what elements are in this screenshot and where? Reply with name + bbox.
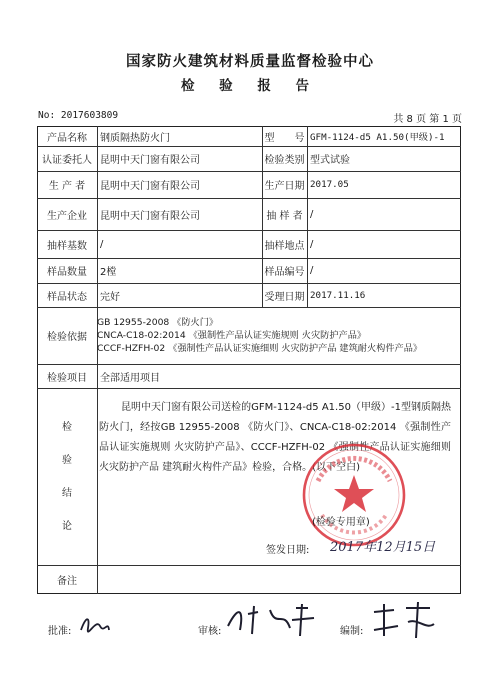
- manufacturer-value: 昆明中天门窗有限公司: [100, 210, 200, 222]
- prod-date-label: 生产日期: [264, 181, 305, 192]
- sample-base-label: 抽样基数: [47, 240, 87, 252]
- inspection-seal-stamp: [300, 441, 408, 549]
- basis-label: 检验依据: [47, 332, 87, 343]
- conclusion-label-char: 论: [62, 521, 72, 532]
- items-label: 检验项目: [47, 372, 87, 384]
- remarks-value: [97, 565, 460, 594]
- conclusion-label-char: 结: [62, 488, 72, 499]
- prepare-label: 编制:: [340, 626, 364, 637]
- accept-date-value: 2017.11.16: [310, 289, 366, 301]
- manufacturer-label: 生产企业: [47, 210, 87, 222]
- sample-state-label: 样品状态: [47, 291, 87, 303]
- sample-base-value: /: [100, 238, 104, 250]
- conclusion-label-char: 验: [62, 455, 72, 466]
- sample-state-value: 完好: [100, 291, 120, 303]
- conclusion-label-char: 检: [62, 422, 72, 433]
- accept-date-label: 受理日期: [264, 291, 305, 303]
- basis-line: CNCA-C18-02:2014 《强制性产品认证实施规则 火灾防护产品》: [97, 330, 367, 341]
- sample-no-label: 样品编号: [264, 267, 305, 278]
- stamp-label: (检验专用章): [312, 517, 370, 528]
- review-label: 审核:: [198, 626, 222, 637]
- reviewer-signature: [224, 600, 334, 644]
- basis-line: CCCF-HZFH-02 《强制性产品认证实施细则 火灾防护产品 建筑耐火构件产品》: [97, 343, 423, 354]
- row-divider: [37, 388, 461, 389]
- model-label: 型 号: [264, 132, 305, 144]
- basis-list: [97, 316, 422, 355]
- sample-qty-value: 2樘: [100, 267, 117, 278]
- client-value: 昆明中天门窗有限公司: [100, 155, 200, 166]
- approve-label: 批准:: [48, 626, 72, 637]
- producer-label: 生 产 者: [48, 181, 86, 192]
- prod-date-value: 2017.05: [310, 179, 349, 190]
- sign-date-label: 签发日期:: [266, 545, 310, 556]
- sample-no-value: /: [310, 265, 314, 276]
- model-value: GFM-1124-d5 A1.50(甲级)-1: [310, 132, 445, 143]
- producer-value: 昆明中天门窗有限公司: [100, 181, 200, 192]
- preparer-signature: [368, 600, 440, 646]
- row-divider: [37, 307, 461, 308]
- product-name-value: 钢质隔热防火门: [100, 132, 170, 144]
- sample-qty-label: 样品数量: [47, 267, 87, 278]
- test-type-value: 型式试验: [310, 155, 350, 166]
- approver-signature: [78, 612, 112, 641]
- star-icon: [334, 475, 374, 512]
- doc-title: 检 验 报 告: [180, 78, 320, 94]
- sampler-value: /: [310, 208, 314, 220]
- page-info: 共 8 页 第 1 页: [393, 114, 462, 125]
- basis-line: GB 12955-2008 《防火门》: [97, 317, 219, 328]
- conclusion-text: 昆明中天门窗有限公司送检的GFM-1124-d5 A1.50（甲级）-1型钢质隔热防火门，经按GB 12955-2008 《防火门》、CNCA-C18-02:2014 《强制性产品认证实施规则 火灾防护产品》、CCCF-HZFH-02 《强制性产品认证实施细则 火灾防护产品 建筑耐火构件产品》检验，合格。(以下空白): [99, 402, 451, 473]
- items-value: 全部适用项目: [100, 372, 160, 384]
- sample-place-value: /: [310, 238, 314, 250]
- sign-date-handwritten: 2017年12月15日: [330, 540, 436, 555]
- product-name-label: 产品名称: [47, 132, 87, 144]
- client-label: 认证委托人: [42, 155, 92, 166]
- conclusion-label: [37, 390, 97, 560]
- test-type-label: 检验类别: [264, 155, 305, 166]
- org-title: 国家防火建筑材料质量监督检验中心: [126, 54, 374, 70]
- remarks-label: 备注: [57, 576, 77, 587]
- report-number: No: 2017603809: [38, 110, 119, 121]
- sample-place-label: 抽样地点: [264, 240, 305, 252]
- sampler-label: 抽 样 者: [266, 210, 303, 222]
